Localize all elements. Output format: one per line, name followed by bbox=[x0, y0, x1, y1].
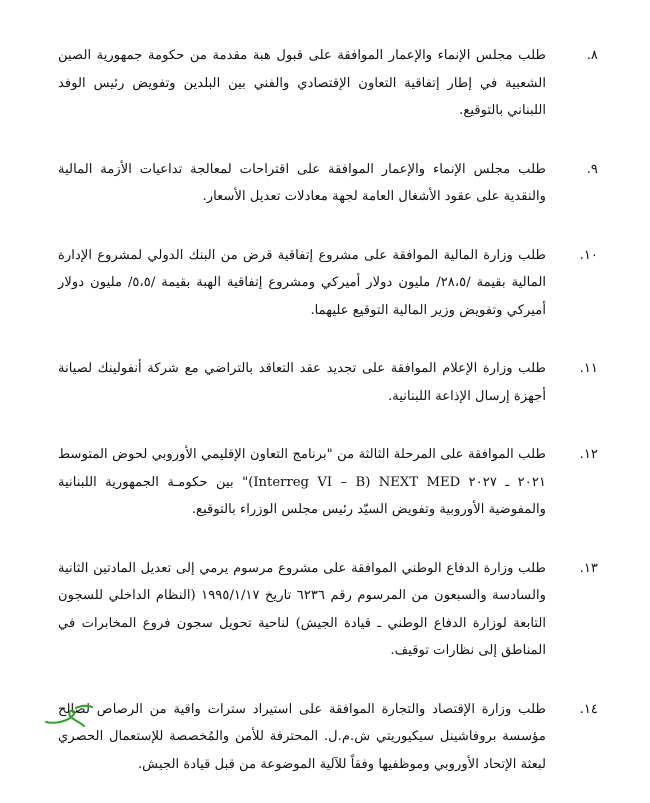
item-number: ١١. bbox=[579, 361, 598, 376]
agenda-item-8 bbox=[58, 42, 598, 125]
document-page bbox=[58, 42, 598, 778]
item-text: طلب وزارة الإقتصاد والتجارة الموافقة على استيراد سترات واقية من الرصاص لصالح مؤسسة بروفاشينل سيكيوريتي ش.م.ل. المحترفة للأمن والمُخصصة للإستعمال الحصري لبعثة الإتحاد الأوروبي وموظفيها وفقاً للآلية الموضوعة من قبل قيادة الجيش. bbox=[58, 701, 546, 772]
item-number: ١٢. bbox=[579, 447, 598, 462]
item-text-part: " بين حكومـة الجمهورية اللبنانية والمفوضية الأوروبية وتفويض السيّد رئيس مجلس الوزراء بالتوقيع. bbox=[58, 474, 546, 517]
agenda-item-14 bbox=[58, 696, 598, 779]
item-text-part: طلب الموافقة على المرحلة الثالثة من "برنامج التعاون الإقليمي الأوروبي لحوض المتوسط ٢٠٢١ ـ ٢٠٢٧ bbox=[58, 447, 546, 490]
item-text bbox=[58, 441, 546, 524]
item-number: ١٠. bbox=[579, 247, 598, 263]
handwritten-signature bbox=[40, 700, 100, 730]
agenda-item-12 bbox=[58, 441, 598, 524]
item-number: ١٤. bbox=[579, 701, 598, 717]
item-number: ٩. bbox=[586, 161, 598, 177]
agenda-item-13 bbox=[58, 555, 598, 665]
item-number: ١٣. bbox=[579, 560, 598, 576]
agenda-item-9 bbox=[58, 156, 598, 211]
item-text: طلب وزارة المالية الموافقة على مشروع إتفاقية قرض من البنك الدولي لمشروع الإدارة المالية بقيمة /٢٨،٥/ مليون دولار أميركي ومشروع إتفاقية الهبة بقيمة /٥،٥/ مليون دولار أميركي وتفويض وزير المالية التوقيع عليهما. bbox=[58, 247, 547, 318]
agenda-item-11 bbox=[58, 355, 598, 410]
item-text: طلب مجلس الإنماء والإعمار الموافقة على اقتراحات لمعالجة تداعيات الأزمة المالية والنقدية على عقود الأشغال العامة لجهة معادلات تعديل الأسعار. bbox=[58, 161, 546, 204]
item-number: ٨. bbox=[586, 48, 598, 63]
item-text: طلب وزارة الإعلام الموافقة على تجديد عقد التعاقد بالتراضي مع شركة أنفولينك لصيانة أجهزة إرسال الإذاعة اللبنانية. bbox=[58, 361, 546, 404]
agenda-item-10 bbox=[58, 242, 598, 325]
item-text: طلب مجلس الإنماء والإعمار الموافقة على قبول هبة مقدمة من حكومة جمهورية الصين الشعبية في إطار إتفاقية التعاون الإقتصادي والفني بين البلدين وتفويض رئيس الوفد اللبناني بالتوقيع. bbox=[58, 48, 546, 118]
item-text: طلب وزارة الدفاع الوطني الموافقة على مشروع مرسوم يرمي إلى تعديل المادتين الثانية والسادسة والسبعون من المرسوم رقم ٦٢٣٦ تاريخ ١٩٩٥/١/١٧ (النظام الداخلي للسجون التابعة لوزارة الدفاع الوطني ـ قيادة الجيش) لناحية تحويل سجون فروع المخابرات في المناطق إلى نظارات توقيف. bbox=[58, 560, 546, 658]
program-name-latin: (Interreg VI – B) NEXT MED bbox=[248, 474, 461, 490]
